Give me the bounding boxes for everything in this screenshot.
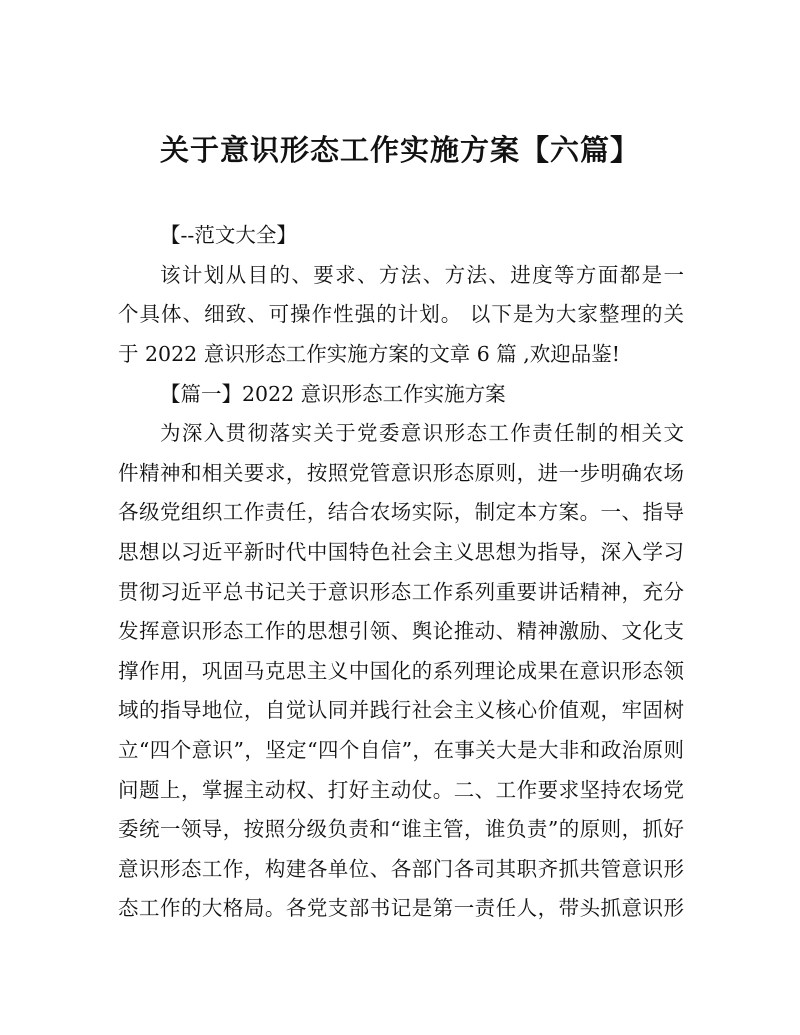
paragraph-line: 于 2022 意识形态工作实施方案的文章 6 篇 ,欢迎品鉴! (118, 342, 621, 366)
paragraph-line: 问题上，掌握主动权、打好主动仗。二、工作要求坚持农场党 (118, 778, 684, 802)
paragraph-line: 立“四个意识”，坚定“四个自信”，在事关大是大非和政治原则 (118, 738, 684, 762)
paragraph-line: 发挥意识形态工作的思想引领、舆论推动、精神激励、文化支 (118, 619, 684, 643)
paragraph-line: 意识形态工作，构建各单位、各部门各司其职齐抓共管意识形 (118, 857, 684, 881)
paragraph-line: 件精神和相关要求，按照党管意识形态原则，进一步明确农场 (118, 461, 684, 485)
paragraph-line: 各级党组织工作责任，结合农场实际，制定本方案。一、指导 (118, 500, 684, 524)
paragraph-line: 个具体、细致、可操作性强的计划。 以下是为大家整理的关 (118, 302, 684, 326)
paragraph-line: 为深入贯彻落实关于党委意识形态工作责任制的相关文 (160, 421, 684, 445)
source-tag: 【--范文大全】 (160, 223, 297, 247)
paragraph-line: 思想以习近平新时代中国特色社会主义思想为指导，深入学习 (118, 540, 684, 564)
paragraph-line: 域的指导地位，自觉认同并践行社会主义核心价值观，牢固树 (118, 698, 684, 722)
paragraph-line: 贯彻习近平总书记关于意识形态工作系列重要讲话精神，充分 (118, 580, 684, 604)
paragraph-line: 撑作用，巩固马克思主义中国化的系列理论成果在意识形态领 (118, 659, 684, 683)
paragraph-line: 委统一领导，按照分级负责和“谁主管，谁负责”的原则，抓好 (118, 817, 684, 841)
paragraph-line: 该计划从目的、要求、方法、方法、进度等方面都是一 (160, 263, 684, 287)
paragraph-line: 态工作的大格局。各党支部书记是第一责任人，带头抓意识形 (118, 896, 684, 920)
document-title: 关于意识形态工作实施方案【六篇】 (159, 133, 640, 167)
section-heading: 【篇一】2022 意识形态工作实施方案 (160, 382, 506, 406)
